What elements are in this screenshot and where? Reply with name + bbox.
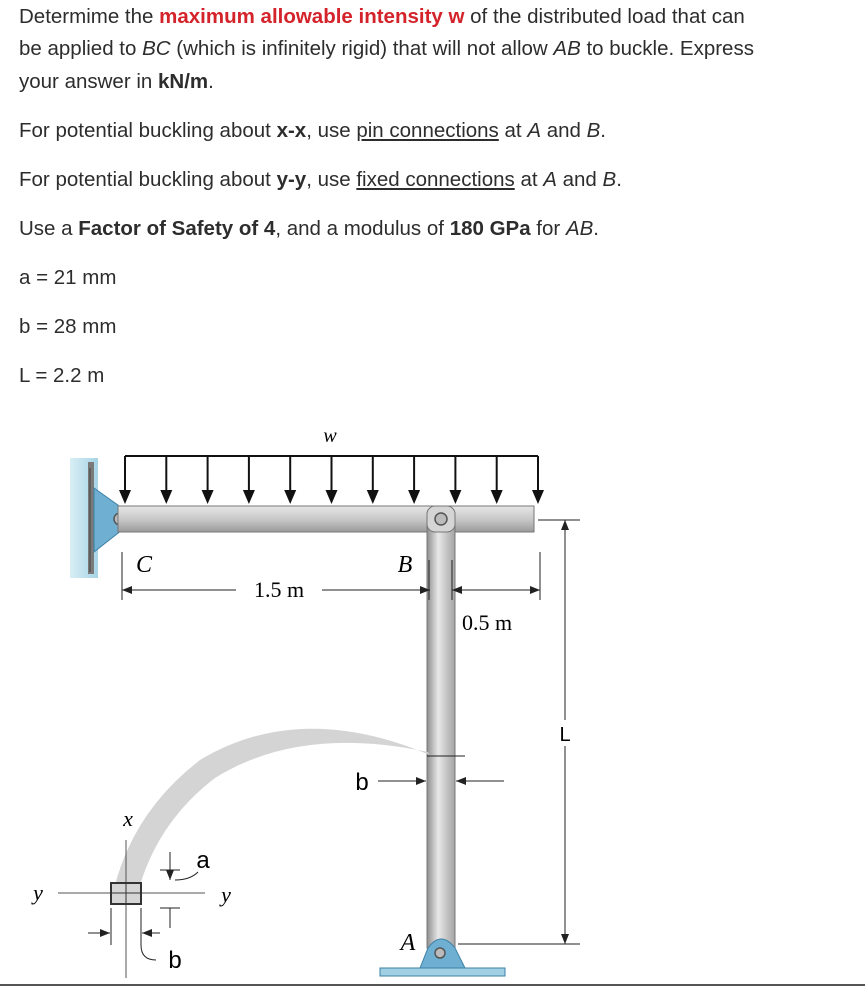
load-arrow-head [449, 490, 461, 504]
pin-b [435, 513, 447, 525]
bottom-rule [0, 984, 865, 986]
dim-a-section: a [196, 847, 210, 874]
load-label-w: w [323, 425, 337, 447]
problem-line-3 [19, 65, 214, 98]
text: . [593, 217, 599, 240]
unit-text: kN/m [158, 70, 209, 93]
text: . [600, 119, 606, 142]
param-text: b = 28 mm [19, 315, 117, 338]
wall-plate [88, 462, 94, 574]
text: BC [142, 37, 171, 60]
distributed-load [119, 456, 544, 504]
axis-x-label: x [123, 806, 133, 831]
pin-a [435, 948, 445, 958]
load-arrow-head [367, 490, 379, 504]
text: AB [553, 37, 581, 60]
text: A [527, 119, 541, 142]
param-text: L = 2.2 m [19, 364, 105, 387]
bold-text: 180 GPa [449, 217, 531, 240]
safety-line [19, 212, 599, 245]
axis-y-right-label: y [221, 882, 231, 907]
axis-text: y-y [276, 168, 307, 191]
underlined-text: pin connections [356, 119, 499, 142]
text: at [514, 168, 544, 191]
column-ab [427, 518, 455, 948]
text: For potential buckling about [19, 168, 277, 191]
text: for [530, 217, 566, 240]
text: at [498, 119, 528, 142]
text: For potential buckling about [19, 119, 277, 142]
text: and [541, 119, 587, 142]
dim-b-section: b [168, 947, 182, 974]
axis-text: x-x [276, 119, 307, 142]
underlined-text: fixed connections [356, 168, 515, 191]
text: your answer in [19, 70, 159, 93]
highlight-text: maximum allowable intensity w [159, 5, 465, 28]
problem-line-1 [19, 0, 745, 33]
structure-figure [0, 400, 865, 988]
text: B [586, 119, 601, 142]
text: AB [565, 217, 594, 240]
dim-overhang: 0.5 m [462, 610, 513, 635]
bold-text: Factor of Safety of 4 [78, 217, 276, 240]
text: , and a modulus of [275, 217, 450, 240]
section-callout [115, 729, 430, 885]
load-arrow-head [491, 490, 503, 504]
text: . [616, 168, 622, 191]
load-arrow-head [160, 490, 172, 504]
axis-y-left-label: y [33, 880, 43, 905]
text: , use [306, 119, 357, 142]
text: (which is infinitely rigid) that will not allow [170, 37, 554, 60]
label-c: C [135, 552, 153, 578]
label-a: A [400, 930, 416, 956]
text: . [208, 70, 214, 93]
load-arrow-head [326, 490, 338, 504]
param-b [19, 310, 116, 343]
param-a [19, 261, 116, 294]
beam-bc [118, 506, 534, 532]
problem-line-2 [19, 32, 754, 65]
condition-xx [19, 114, 606, 147]
base-plate [380, 968, 505, 976]
param-text: a = 21 mm [19, 266, 117, 289]
text: Determime the [19, 5, 160, 28]
text: , use [306, 168, 357, 191]
text: B [602, 168, 617, 191]
load-arrow-head [408, 490, 420, 504]
text: Use a [19, 217, 79, 240]
condition-yy [19, 163, 622, 196]
dim-b: b [355, 769, 369, 796]
load-arrow-head [532, 490, 544, 504]
text: A [543, 168, 557, 191]
text: of the distributed load that can [464, 5, 745, 28]
load-arrow-head [119, 490, 131, 504]
dim-length: L [559, 724, 571, 746]
dim-bc: 1.5 m [253, 577, 305, 602]
load-arrow-head [284, 490, 296, 504]
param-l [19, 359, 104, 392]
text: be applied to [19, 37, 143, 60]
label-b: B [397, 552, 413, 578]
text: to buckle. Express [580, 37, 754, 60]
text: and [556, 168, 603, 191]
load-arrow-head [202, 490, 214, 504]
load-arrow-head [243, 490, 255, 504]
